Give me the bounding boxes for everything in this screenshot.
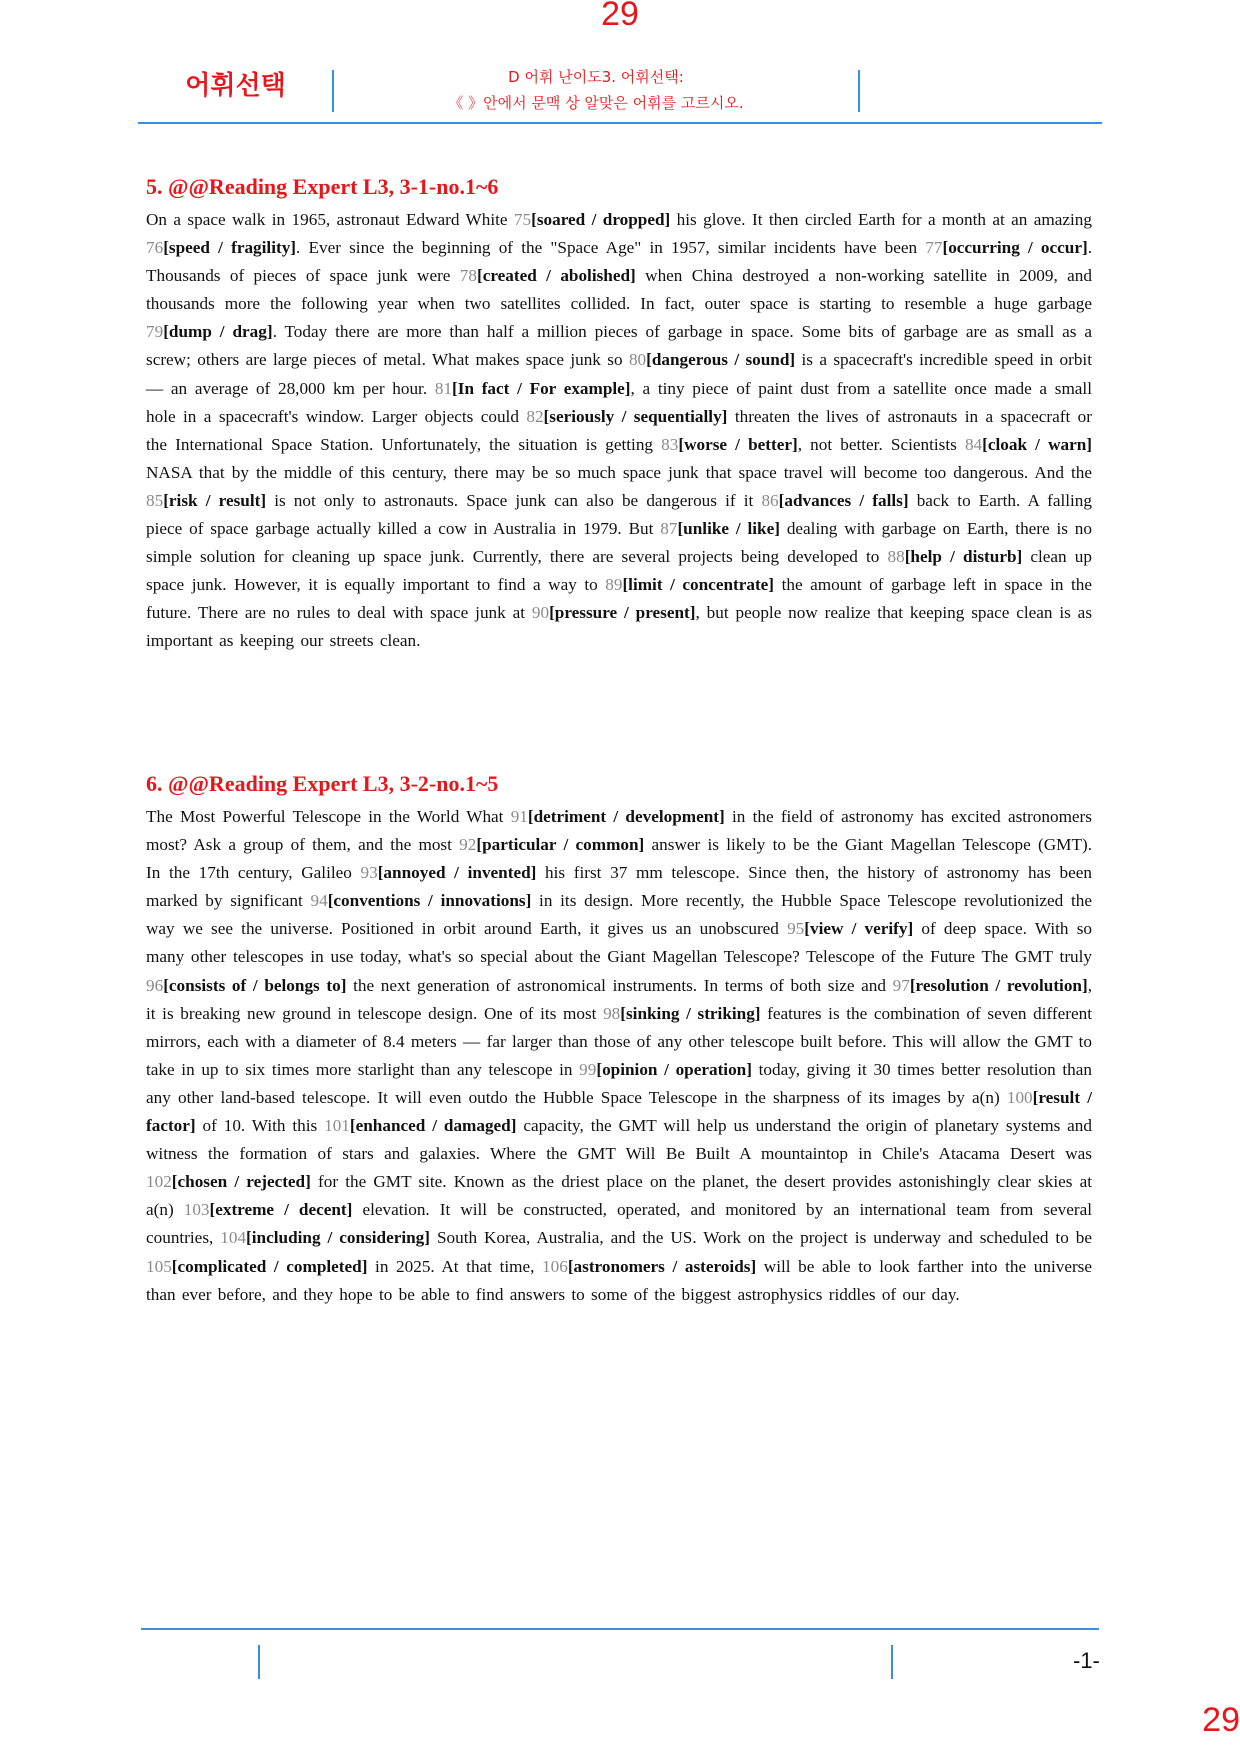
- passage-text: [146, 206, 1092, 656]
- vocab-choice: [enhanced / damaged]: [349, 1116, 517, 1136]
- vocab-choice: [speed / fragility]: [163, 238, 297, 258]
- question-number: 102: [146, 1172, 172, 1192]
- passage-text-run: The Most Powerful Telescope in the World What: [146, 807, 511, 826]
- vocab-choice: [astronomers / asteroids]: [567, 1256, 757, 1276]
- passage-text-run: of deep space. With so many other telescopes in use today, what's so special about the Giant Magellan Telescope? Telescope of the Future The GMT truly: [146, 919, 1092, 967]
- passage-text-run: South Korea, Australia, and the US. Work on the project is underway and scheduled to be: [429, 1228, 1092, 1248]
- question-number: 80: [628, 350, 647, 370]
- vocab-choice: [unlike / like]: [677, 519, 780, 539]
- vocab-choice: [occurring / occur]: [942, 238, 1088, 258]
- passage-text-run: will be able to look farther into the universe than ever before, and they hope to be able to find answers to some of the biggest astrophysics riddles of our day.: [146, 1256, 1092, 1304]
- passage-text-run: . Today there are more than half a million pieces of garbage in space. Some bits of garbage are as small as a screw; others are large pieces of metal. What makes space junk so: [146, 322, 1092, 370]
- question-number: 88: [887, 547, 905, 567]
- question-number: 79: [146, 322, 164, 342]
- passage-text-run: the amount of garbage left in space in the future. There are no rules to deal with space junk at: [146, 575, 1092, 623]
- passage-text-run: the next generation of astronomical instruments. In terms of both size and: [346, 975, 893, 995]
- passage-text-run: features is the combination of seven different mirrors, each with a diameter of 8.4 meters — far larger than those of any other telescope built before. This will allow the GMT to take in up to six times more starlight than any telescope in: [146, 1003, 1092, 1079]
- vocab-choice: [pressure / present]: [549, 603, 696, 623]
- passage-text-run: , it is breaking new ground in telescope design. One of its most: [146, 975, 1092, 1023]
- question-number: 103: [183, 1200, 210, 1220]
- question-number: 82: [526, 406, 544, 426]
- vocab-choice: [result / factor]: [146, 1087, 1092, 1136]
- question-number: 83: [661, 434, 679, 454]
- page-number-bottom: 29: [1202, 1701, 1240, 1739]
- question-number: 87: [660, 519, 678, 539]
- question-number: 98: [603, 1003, 621, 1023]
- vocab-choice: [chosen / rejected]: [171, 1172, 311, 1192]
- footer-page-number: -1-: [1073, 1648, 1100, 1673]
- question-number: 81: [434, 378, 453, 398]
- question-number: 92: [459, 835, 477, 855]
- passage-text-run: answer is likely to be the Giant Magellan Telescope (GMT). In the 17th century, Galileo: [146, 835, 1092, 883]
- question-number: 78: [459, 266, 477, 286]
- question-number: 99: [579, 1059, 597, 1079]
- passage-text-run: is not only to astronauts. Space junk can also be dangerous if it: [266, 490, 762, 510]
- passage-text-run: elevation. It will be constructed, operated, and monitored by an international team from several countries,: [146, 1200, 1092, 1248]
- footer-divider-right: [891, 1645, 893, 1679]
- passage-text-run: back to Earth. A falling piece of space garbage actually killed a cow in Australia in 1979. But: [146, 490, 1092, 539]
- question-number: 84: [964, 434, 983, 454]
- vocab-choice: [limit / concentrate]: [622, 575, 775, 595]
- footer-divider-left: [258, 1645, 260, 1679]
- vocab-choice: [dangerous / sound]: [646, 350, 796, 370]
- question-number: 94: [310, 891, 328, 911]
- vocab-choice: [cloak / warn]: [982, 434, 1092, 454]
- vocab-choice: [annoyed / invented]: [377, 863, 537, 883]
- vocab-choice: [conventions / innovations]: [327, 891, 532, 911]
- passage-text-run: NASA that by the middle of this century, there may be so much space junk that space travel will become too dangerous. And the: [146, 462, 1092, 482]
- passage-text-run: in the field of astronomy has excited astronomers most? Ask a group of them, and the most: [146, 807, 1092, 855]
- vocab-choice: [seriously / sequentially]: [543, 406, 728, 426]
- section-title: 5. @@Reading Expert L3, 3-1-no.1~6: [146, 174, 499, 199]
- question-number: 93: [360, 863, 378, 883]
- question-number: 97: [892, 975, 910, 995]
- passage-text-run: in its design. More recently, the Hubble Space Telescope revolutionized the way we see the universe. Positioned in orbit around Earth, it gives us an unobscured: [146, 891, 1093, 939]
- footer-rule: [141, 1628, 1099, 1630]
- vocab-choice: [soared / dropped]: [531, 210, 671, 229]
- vocab-choice: [particular / common]: [476, 835, 645, 855]
- passage-text-run: . Thousands of pieces of space junk were: [146, 238, 1092, 286]
- question-number: 89: [605, 575, 623, 595]
- vocab-choice: [In fact / For example]: [452, 378, 631, 398]
- passage-text: [146, 803, 1092, 1309]
- vocab-choice: [including / considering]: [246, 1228, 430, 1248]
- passage-text-run: today, giving it 30 times better resolution than any other land-based telescope. It will even outdo the Hubble Space Telescope in the sharpness of its images by a(n): [146, 1059, 1092, 1107]
- passage-text-run: , not better. Scientists: [797, 434, 965, 454]
- question-number: 90: [531, 603, 550, 623]
- vocab-choice: [opinion / operation]: [596, 1059, 752, 1079]
- vocab-choice: [dump / drag]: [163, 322, 273, 342]
- worksheet-instructions: [334, 64, 858, 116]
- section-6: [146, 769, 1092, 1309]
- vocab-choice: [created / abolished]: [476, 266, 636, 286]
- passage-text-run: dealing with garbage on Earth, there is no simple solution for cleaning up space junk. Currently, there are several projects being developed to: [146, 519, 1092, 567]
- question-number: 96: [146, 975, 164, 995]
- passage-text-run: his first 37 mm telescope. Since then, the history of astronomy has been marked by significant: [146, 863, 1092, 911]
- passage-text-run: his glove. It then circled Earth for a month at an amazing: [670, 210, 1092, 229]
- question-number: 85: [146, 490, 164, 510]
- vocab-choice: [sinking / striking]: [620, 1003, 761, 1023]
- passage-text-run: . Ever since the beginning of the "Space Age" in 1957, similar incidents have been: [296, 238, 926, 258]
- vocab-choice: [risk / result]: [163, 490, 267, 510]
- passage-text-run: when China destroyed a non-working satellite in 2009, and thousands more the following year when two satellites collided. In fact, outer space is starting to resemble a huge garbage: [146, 266, 1092, 314]
- worksheet-category-title: 어휘선택: [185, 71, 286, 101]
- passage-text-run: On a space walk in 1965, astronaut Edward White: [146, 210, 514, 229]
- vocab-choice: [consists of / belongs to]: [163, 975, 347, 995]
- vocab-choice: [advances / falls]: [778, 490, 909, 510]
- question-number: 106: [542, 1256, 568, 1276]
- vocab-choice: [resolution / revolution]: [909, 975, 1088, 995]
- section-title: 6. @@Reading Expert L3, 3-2-no.1~5: [146, 771, 499, 796]
- question-number: 77: [925, 238, 943, 258]
- page-number-top: 29: [601, 0, 639, 33]
- question-number: 100: [1006, 1087, 1033, 1107]
- vocab-choice: [complicated / completed]: [171, 1256, 368, 1276]
- vocab-choice: [view / verify]: [804, 919, 914, 939]
- question-number: 105: [146, 1256, 172, 1276]
- instruction-line-2: 《 》안에서 문맥 상 알맞은 어휘를 고르시오.: [448, 94, 744, 112]
- header-divider-right: [858, 70, 860, 112]
- question-number: 104: [220, 1228, 247, 1248]
- passage-text-run: of 10. With this: [195, 1116, 325, 1136]
- vocab-choice: [help / disturb]: [904, 547, 1023, 567]
- vocab-choice: [worse / better]: [678, 434, 798, 454]
- question-number: 101: [324, 1116, 350, 1136]
- passage-text-run: capacity, the GMT will help us understand the origin of planetary systems and witness the formation of stars and galaxies. Where the GMT Will Be Built A mountaintop in Chile's Atacama Desert was: [146, 1116, 1092, 1164]
- question-number: 91: [510, 807, 528, 826]
- passage-text-run: threaten the lives of astronauts in a spacecraft or the International Space Station. Unfortunately, the situation is getting: [146, 406, 1093, 454]
- instruction-line-1: D 어휘 난이도3. 어휘선택:: [508, 68, 684, 86]
- passage-text-run: for the GMT site. Known as the driest place on the planet, the desert provides astonishingly clear skies at a(n): [146, 1172, 1093, 1220]
- worksheet-header: [138, 62, 1102, 124]
- question-number: 86: [761, 490, 779, 510]
- passage-text-run: is a spacecraft's incredible speed in orbit — an average of 28,000 km per hour.: [146, 350, 1092, 398]
- question-number: 95: [787, 919, 805, 939]
- vocab-choice: [detriment / development]: [527, 807, 725, 826]
- passage-text-run: , but people now realize that keeping space clean is as important as keeping our streets clean.: [146, 603, 1093, 651]
- passage-text-run: clean up space junk. However, it is equally important to find a way to: [146, 547, 1092, 595]
- passage-text-run: , a tiny piece of paint dust from a satellite once made a small hole in a spacecraft's window. Larger objects could: [146, 378, 1092, 426]
- question-number: 76: [146, 238, 164, 258]
- passage-text-run: in 2025. At that time,: [367, 1256, 543, 1276]
- question-number: 75: [513, 210, 532, 229]
- vocab-choice: [extreme / decent]: [209, 1200, 353, 1220]
- section-5: [146, 172, 1092, 656]
